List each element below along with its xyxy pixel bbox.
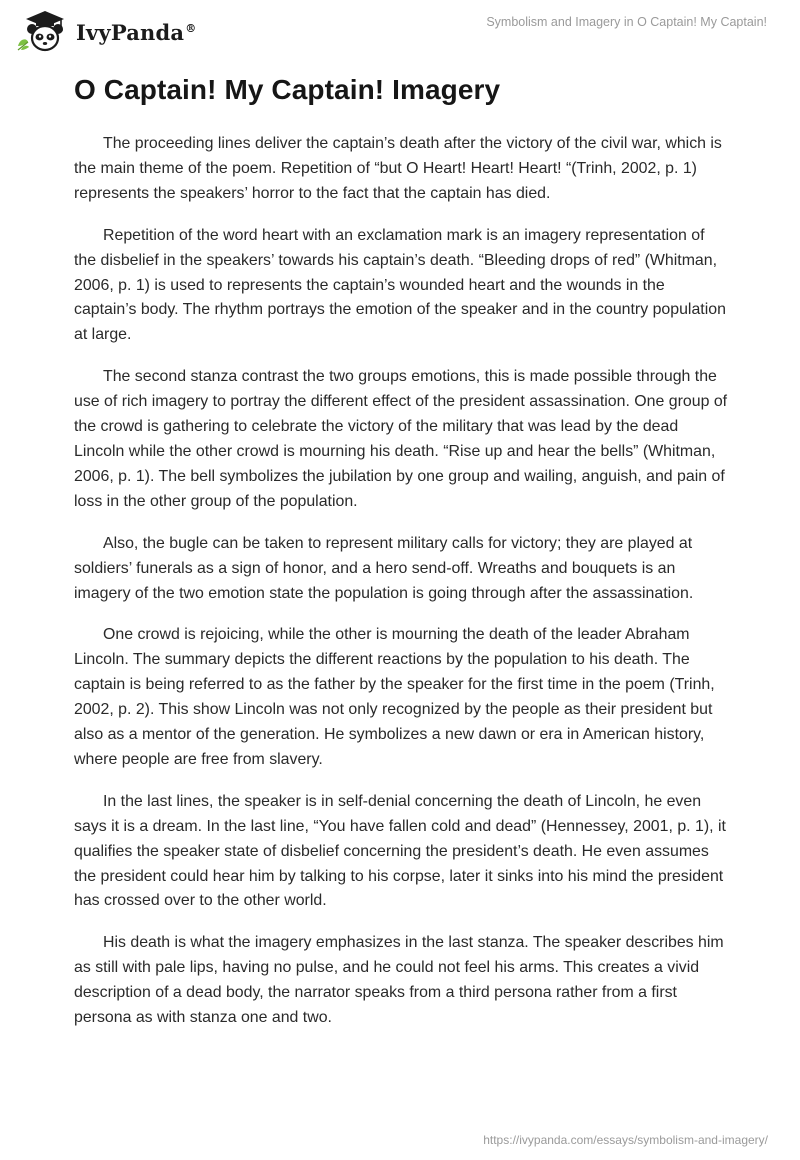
paragraph-5: One crowd is rejoicing, while the other is mourning the death of the leader Abraham Lincoln. The summary depicts the different reactions by the population to his death. The captain is being referred to as the father by the speaker for the first time in the poem (Trinh, 2002, p. 2). This show Lincoln was not only recognized by the people as their president but also as a mentor of the generation. He symbolizes a new dawn or era in American history, where people are free from slavery.	[74, 626, 715, 768]
brand-logo[interactable]	[14, 6, 196, 54]
paragraph-4: Also, the bugle can be taken to represent military calls for victory; they are played at soldiers’ funerals as a sign of honor, and a hero send-off. Wreaths and bouquets is an imagery of the two emotion state the population is going through after the assassination.	[74, 534, 694, 602]
page-title: O Captain! My Captain! Imagery	[74, 74, 501, 105]
source-url-link[interactable]: https://ivypanda.com/essays/symbolism-and-imagery/	[483, 1133, 768, 1147]
brand-name: IvyPanda®	[76, 19, 197, 45]
paragraph-3: The second stanza contrast the two groups emotions, this is made possible through the use of rich imagery to portray the different effect of the president assassination. One group of the crowd is gathering to celebrate the victory of the military that was lead by the dead Lincoln while the other crowd is mourning his death. “Rise up and hear the bells” (Whitman, 2006, p. 1). The bell symbolizes the jubilation by one group and wailing, anguish, and pain of loss in the other group of the population.	[74, 368, 728, 510]
paragraph-6: In the last lines, the speaker is in self-denial concerning the death of Lincoln, he even says it is a dream. In the last line, “You have fallen cold and dead” (Hennessey, 2001, p. 1), it qualifies the speaker state of disbelief concerning the president’s death. He even assumes the president could hear him by talking to his corpse, later it sinks into his mind the president has crossed over to the other world.	[74, 792, 726, 910]
paragraph-7: His death is what the imagery emphasizes in the last stanza. The speaker describes him as still with pale lips, having no pulse, and he could not feel his arms. This creates a vivid description of a dead body, the narrator speaks from a third persona rather from a first persona as with stanza one and two.	[74, 934, 724, 1027]
paragraph-2: Repetition of the word heart with an exclamation mark is an imagery representation of the disbelief in the speakers’ towards his captain’s death. “Bleeding drops of red” (Whitman, 2006, p. 1) is used to represents the captain’s wounded heart and the wounds in the captain’s body. The rhythm portrays the emotion of the speaker and in the country population at large.	[74, 226, 726, 344]
paragraph-1: The proceeding lines deliver the captain’s death after the victory of the civil war, which is the main theme of the poem. Repetition of “but O Heart! Heart! Heart! “(Trinh, 2002, p. 1) represents the speakers’ horror to the fact that the captain has died.	[74, 135, 722, 202]
essay-body	[74, 132, 729, 1048]
panda-graduation-cap-icon	[14, 6, 70, 54]
page-header	[0, 0, 800, 60]
running-header-title: Symbolism and Imagery in O Captain! My Captain!	[486, 15, 767, 29]
